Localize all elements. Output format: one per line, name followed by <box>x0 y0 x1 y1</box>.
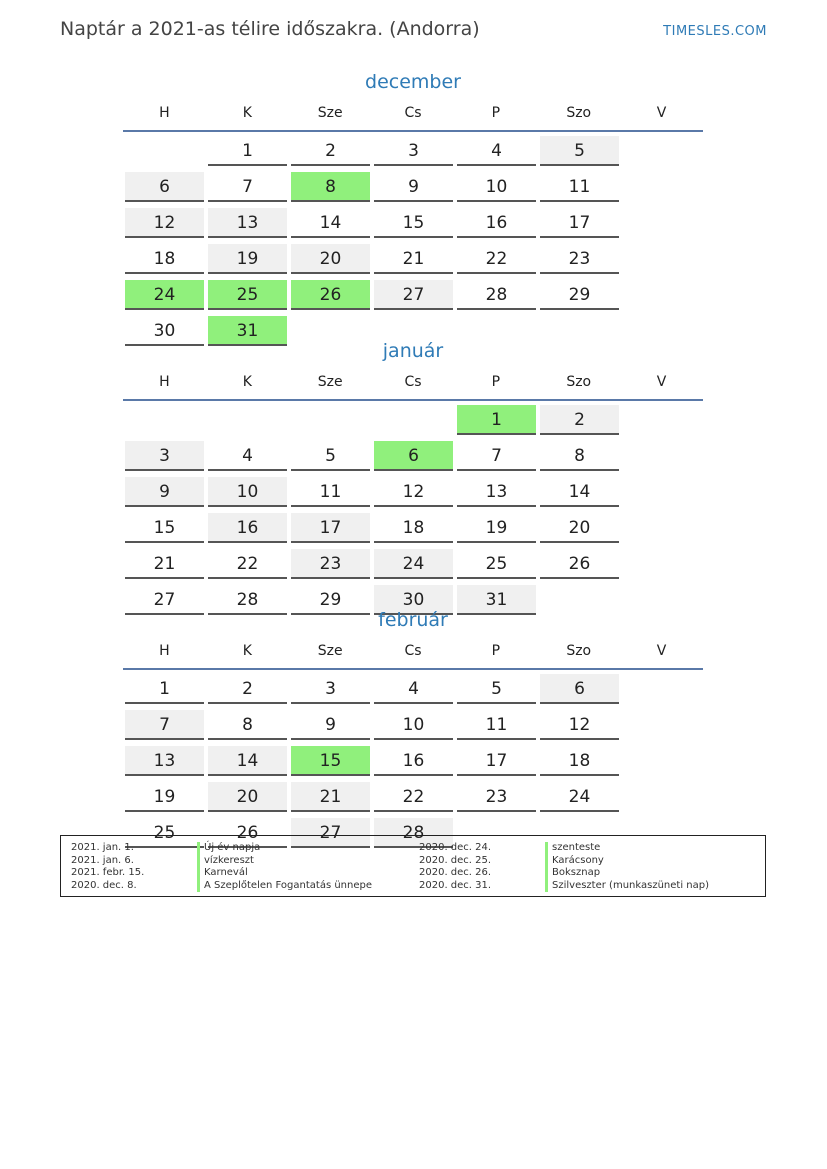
day-cell: 19 <box>208 244 287 274</box>
weekday-label: P <box>491 105 501 121</box>
month-name: február <box>378 609 448 631</box>
day-grid <box>123 670 703 854</box>
legend-holiday-name: Új év napja <box>197 842 372 855</box>
day-cell: 18 <box>540 746 619 776</box>
day-cell: 6 <box>125 172 204 202</box>
day-cell: 13 <box>125 746 204 776</box>
day-cell: 17 <box>291 513 370 543</box>
day-cell: 14 <box>208 746 287 776</box>
legend-date: 2020. dec. 24. <box>419 842 492 853</box>
weekday-label: V <box>656 643 667 659</box>
holiday-day-cell: 1 <box>457 405 536 435</box>
holiday-legend <box>60 835 766 897</box>
legend-left-dates <box>71 842 144 892</box>
day-cell: 5 <box>540 136 619 166</box>
day-cell: 11 <box>540 172 619 202</box>
legend-holiday-name: szenteste <box>545 842 709 855</box>
day-cell: 30 <box>125 316 204 346</box>
day-cell: 16 <box>208 513 287 543</box>
day-cell: 28 <box>374 818 453 848</box>
month-name: december <box>365 71 461 93</box>
day-cell: 27 <box>374 280 453 310</box>
weekday-label: Cs <box>404 105 422 121</box>
legend-date: 2020. dec. 31. <box>419 879 492 891</box>
page-title: Naptár a 2021-as télire időszakra. (Andorra) <box>60 18 480 40</box>
legend-holiday-name: A Szeplőtelen Fogantatás ünnepe <box>197 880 372 893</box>
weekday-label: H <box>159 105 170 121</box>
holiday-day-cell: 6 <box>374 441 453 471</box>
day-cell: 25 <box>125 818 204 848</box>
legend-right-dates <box>419 842 491 892</box>
empty-cell <box>125 405 204 435</box>
day-cell: 27 <box>291 818 370 848</box>
legend-holiday-name: Szilveszter (munkaszüneti nap) <box>545 880 709 893</box>
day-cell: 27 <box>125 585 204 615</box>
day-cell: 4 <box>374 674 453 704</box>
day-cell: 6 <box>540 674 619 704</box>
day-cell: 26 <box>540 549 619 579</box>
day-cell: 31 <box>457 585 536 615</box>
holiday-day-cell: 8 <box>291 172 370 202</box>
day-cell: 20 <box>291 244 370 274</box>
legend-date: 2021. jan. 6. <box>71 854 134 866</box>
day-cell: 19 <box>125 782 204 812</box>
day-grid <box>123 401 703 621</box>
day-cell: 18 <box>125 244 204 274</box>
empty-cell <box>125 136 204 166</box>
day-cell: 26 <box>208 818 287 848</box>
day-cell: 4 <box>457 136 536 166</box>
day-cell: 10 <box>374 710 453 740</box>
holiday-day-cell: 15 <box>291 746 370 776</box>
day-cell: 29 <box>540 280 619 310</box>
day-cell: 2 <box>291 136 370 166</box>
day-cell: 23 <box>457 782 536 812</box>
weekday-label: H <box>159 374 170 390</box>
holiday-day-cell: 25 <box>208 280 287 310</box>
day-cell: 7 <box>125 710 204 740</box>
day-cell: 16 <box>457 208 536 238</box>
weekday-label: Sze <box>317 105 343 121</box>
holiday-day-cell: 31 <box>208 316 287 346</box>
legend-date: 2020. dec. 26. <box>419 867 492 878</box>
legend-right-names <box>545 842 709 892</box>
day-cell: 1 <box>125 674 204 704</box>
day-cell: 7 <box>457 441 536 471</box>
day-cell: 20 <box>208 782 287 812</box>
weekday-label: Cs <box>404 374 422 390</box>
day-cell: 3 <box>374 136 453 166</box>
day-cell: 15 <box>374 208 453 238</box>
day-cell: 22 <box>208 549 287 579</box>
day-cell: 15 <box>125 513 204 543</box>
day-cell: 13 <box>208 208 287 238</box>
month-februar <box>123 605 703 854</box>
legend-date: 2021. jan. 1. <box>71 842 134 853</box>
legend-date: 2020. dec. 25. <box>419 854 492 866</box>
day-cell: 25 <box>457 549 536 579</box>
day-cell: 20 <box>540 513 619 543</box>
day-cell: 5 <box>291 441 370 471</box>
weekday-label: Szo <box>566 374 592 390</box>
day-cell: 3 <box>125 441 204 471</box>
day-cell: 30 <box>374 585 453 615</box>
weekday-header <box>123 642 703 670</box>
day-cell: 12 <box>540 710 619 740</box>
weekday-label: V <box>656 105 667 121</box>
day-cell: 23 <box>540 244 619 274</box>
day-cell: 21 <box>374 244 453 274</box>
day-cell: 17 <box>540 208 619 238</box>
legend-left-names <box>197 842 372 892</box>
day-cell: 24 <box>374 549 453 579</box>
day-cell: 29 <box>291 585 370 615</box>
legend-holiday-name: Boksznap <box>545 867 709 880</box>
month-december <box>123 67 703 352</box>
weekday-label: K <box>242 643 252 659</box>
day-cell: 16 <box>374 746 453 776</box>
day-cell: 10 <box>457 172 536 202</box>
empty-cell <box>374 405 453 435</box>
day-cell: 28 <box>208 585 287 615</box>
legend-holiday-name: vízkereszt <box>197 855 372 868</box>
day-cell: 22 <box>457 244 536 274</box>
month-januar <box>123 336 703 621</box>
day-cell: 2 <box>208 674 287 704</box>
holiday-day-cell: 24 <box>125 280 204 310</box>
day-cell: 9 <box>125 477 204 507</box>
day-cell: 18 <box>374 513 453 543</box>
day-cell: 17 <box>457 746 536 776</box>
day-cell: 19 <box>457 513 536 543</box>
day-cell: 24 <box>540 782 619 812</box>
day-cell: 22 <box>374 782 453 812</box>
weekday-label: P <box>491 643 501 659</box>
day-cell: 11 <box>291 477 370 507</box>
day-cell: 28 <box>457 280 536 310</box>
day-cell: 23 <box>291 549 370 579</box>
weekday-label: K <box>242 374 252 390</box>
weekday-label: H <box>159 643 170 659</box>
day-cell: 1 <box>208 136 287 166</box>
day-cell: 12 <box>125 208 204 238</box>
day-cell: 14 <box>540 477 619 507</box>
weekday-label: K <box>242 105 252 121</box>
weekday-header <box>123 104 703 132</box>
day-cell: 10 <box>208 477 287 507</box>
day-cell: 4 <box>208 441 287 471</box>
weekday-label: Sze <box>317 374 343 390</box>
day-cell: 9 <box>291 710 370 740</box>
holiday-day-cell: 26 <box>291 280 370 310</box>
weekday-header <box>123 373 703 401</box>
weekday-label: P <box>491 374 501 390</box>
weekday-label: Szo <box>566 105 592 121</box>
weekday-label: Sze <box>317 643 343 659</box>
day-cell: 8 <box>540 441 619 471</box>
legend-date: 2021. febr. 15. <box>71 867 145 878</box>
day-cell: 21 <box>125 549 204 579</box>
legend-holiday-name: Karácsony <box>545 855 709 868</box>
day-cell: 7 <box>208 172 287 202</box>
day-cell: 2 <box>540 405 619 435</box>
day-cell: 5 <box>457 674 536 704</box>
legend-holiday-name: Karnevál <box>197 867 372 880</box>
day-cell: 21 <box>291 782 370 812</box>
day-cell: 8 <box>208 710 287 740</box>
day-cell: 13 <box>457 477 536 507</box>
brand-link[interactable]: TIMESLES.COM <box>663 24 767 39</box>
day-cell: 12 <box>374 477 453 507</box>
weekday-label: V <box>656 374 667 390</box>
legend-date: 2020. dec. 8. <box>71 879 137 891</box>
day-grid <box>123 132 703 352</box>
day-cell: 9 <box>374 172 453 202</box>
month-name: január <box>382 340 444 362</box>
empty-cell <box>208 405 287 435</box>
empty-cell <box>291 405 370 435</box>
weekday-label: Cs <box>404 643 422 659</box>
weekday-label: Szo <box>566 643 592 659</box>
day-cell: 14 <box>291 208 370 238</box>
day-cell: 11 <box>457 710 536 740</box>
day-cell: 3 <box>291 674 370 704</box>
